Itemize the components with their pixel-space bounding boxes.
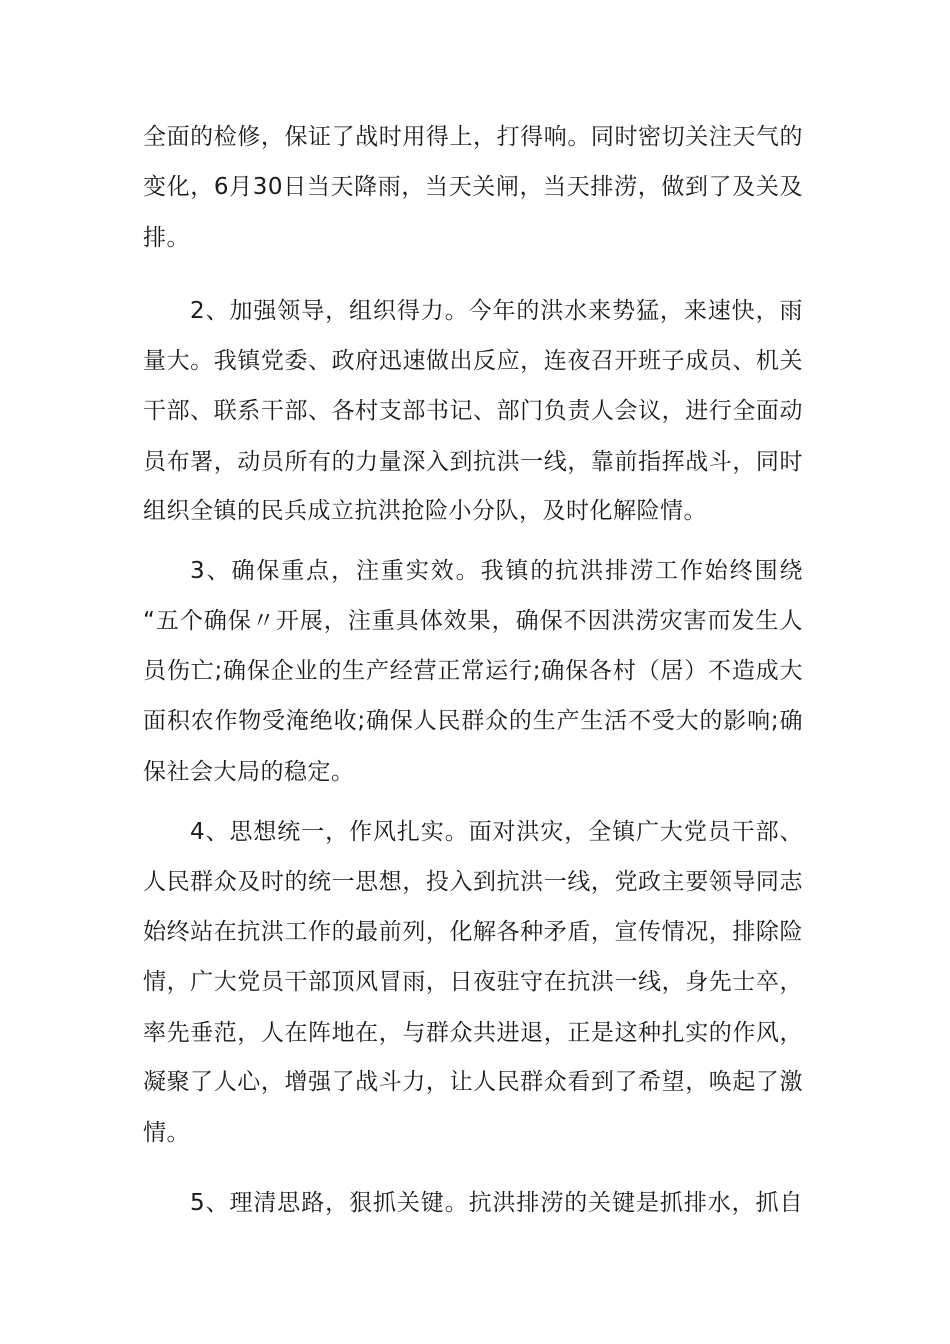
text-line: 率先垂范，人在阵地在，与群众共进退，正是这种扎实的作风， xyxy=(143,1020,803,1046)
text-line: 人民群众及时的统一思想，投入到抗洪一线，党政主要领导同志 xyxy=(143,869,803,895)
text-line: 干部、联系干部、各村支部书记、部门负责人会议，进行全面动 xyxy=(143,398,803,424)
text-line: 全面的检修，保证了战时用得上，打得响。同时密切关注天气的 xyxy=(143,124,803,150)
text-line: 情。 xyxy=(143,1120,190,1146)
text-line: 组织全镇的民兵成立抗洪抢险小分队，及时化解险情。 xyxy=(143,498,707,524)
text-line: 面积农作物受淹绝收;确保人民群众的生产生活不受大的影响;确 xyxy=(143,708,803,734)
text-line: 员伤亡;确保企业的生产经营正常运行;确保各村（居）不造成大 xyxy=(143,658,803,684)
text-line: 保社会大局的稳定。 xyxy=(143,759,355,785)
text-line: 量大。我镇党委、政府迅速做出反应，连夜召开班子成员、机关 xyxy=(143,348,803,374)
text-line: 员布署，动员所有的力量深入到抗洪一线，靠前指挥战斗，同时 xyxy=(143,449,803,475)
paragraph-heading-2: 2、加强领导，组织得力。今年的洪水来势猛，来速快，雨 xyxy=(190,298,803,324)
text-line: 情，广大党员干部顶风冒雨，日夜驻守在抗洪一线，身先士卒， xyxy=(143,969,803,995)
text-line: 凝聚了人心，增强了战斗力，让人民群众看到了希望，唤起了激 xyxy=(143,1069,803,1095)
text-line: 变化，6月30日当天降雨，当天关闸，当天排涝，做到了及关及 xyxy=(143,174,803,200)
paragraph-heading-3: 3、确保重点，注重实效。我镇的抗洪排涝工作始终围绕 xyxy=(190,558,803,584)
paragraph-heading-4: 4、思想统一，作风扎实。面对洪灾，全镇广大党员干部、 xyxy=(190,819,803,845)
text-line: “五个确保〃开展，注重具体效果，确保不因洪涝灾害而发生人 xyxy=(143,608,803,634)
text-line: 排。 xyxy=(143,225,190,251)
text-line: 始终站在抗洪工作的最前列，化解各种矛盾，宣传情况，排除险 xyxy=(143,919,803,945)
paragraph-heading-5: 5、理清思路，狠抓关键。抗洪排涝的关键是抓排水，抓自 xyxy=(190,1190,803,1216)
